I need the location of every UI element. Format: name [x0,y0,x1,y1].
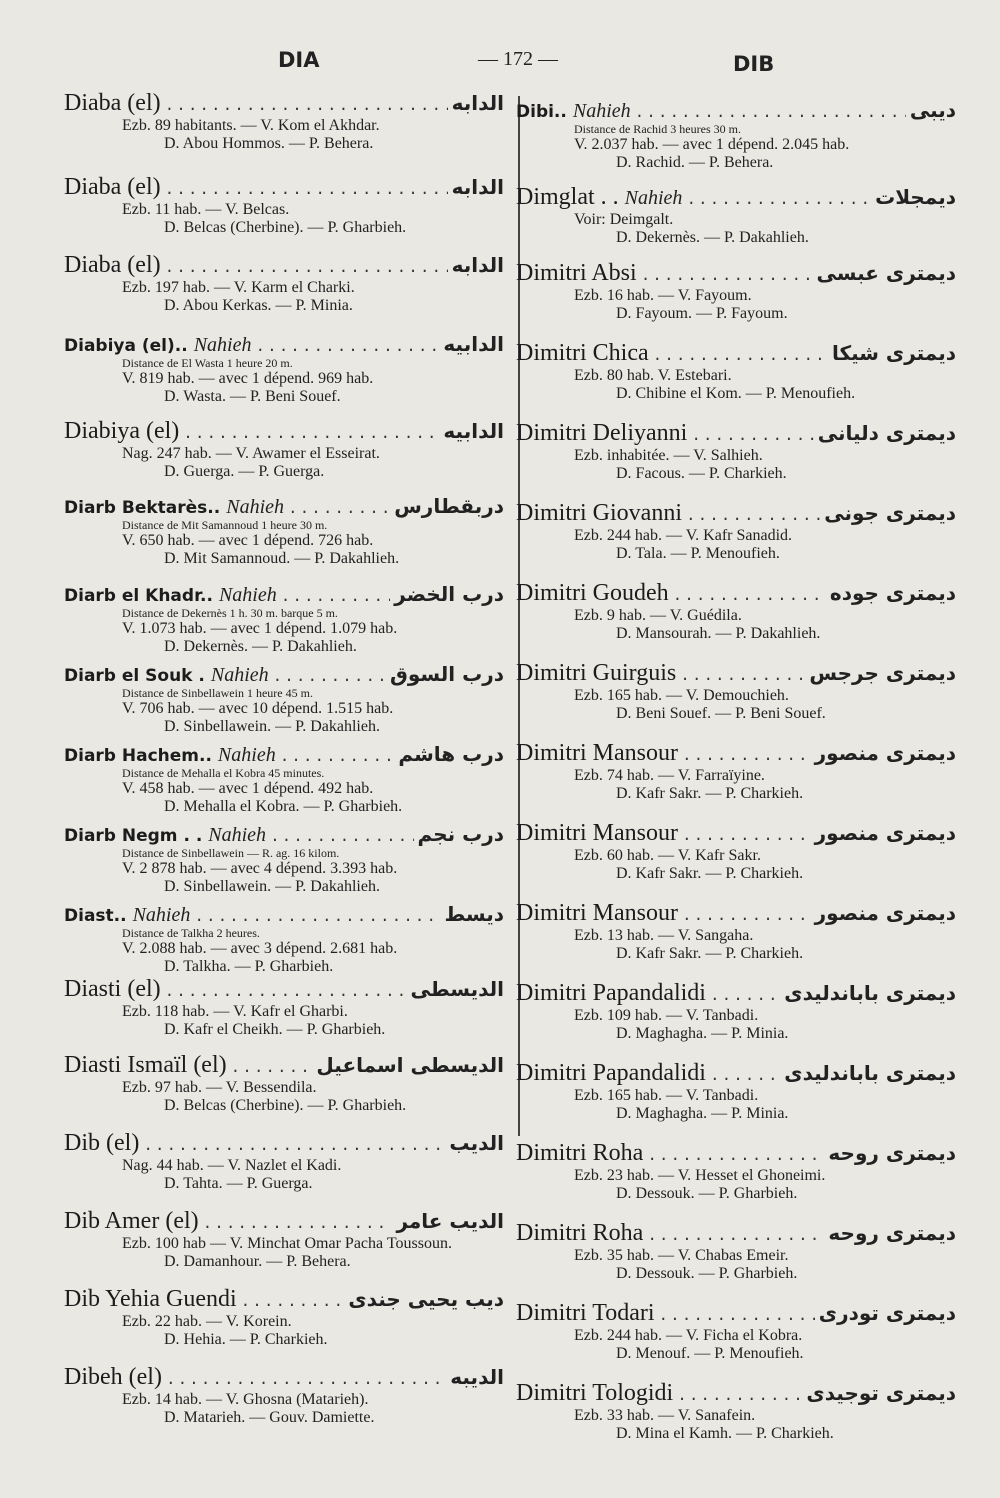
entry-heading [516,740,956,767]
place-name: Diasti Ismaïl (el) [64,1052,227,1078]
leader-dots [641,267,813,285]
population-line: V. 2 878 hab. — avec 4 dépend. 3.393 hab. [122,860,398,877]
arabic-name: ديمترى شيكا [831,341,956,365]
arabic-name: ديمترى منصور [814,821,956,845]
district-line: D. Mansourah. — P. Dakahlieh. [616,625,821,642]
arabic-name: الدابيه [443,332,504,356]
entry-heading [64,662,504,687]
district-line: D. Maghagha. — P. Minia. [616,1105,789,1122]
arabic-name: ديمترى توجيدى [806,1381,956,1405]
arabic-name: ديمجلات [875,185,956,209]
entry-heading [64,1130,504,1157]
leader-dots [635,104,906,122]
place-type: Nahieh [572,100,631,122]
place-name: Diarb Bektarès.. [64,498,221,518]
arabic-name: الدابه [451,175,504,199]
gazetteer-entry [516,660,956,723]
arabic-name: الدابيه [443,419,504,443]
arabic-name: ديمترى منصور [814,901,956,925]
district-line: D. Sinbellawein. — P. Dakahlieh. [164,878,380,895]
district-line: D. Kafr Sakr. — P. Charkieh. [616,945,804,962]
district-line: D. Hehia. — P. Charkieh. [164,1331,328,1348]
district-line: D. Mehalla el Kobra. — P. Gharbieh. [164,798,403,815]
population-line: V. 706 hab. — avec 10 dépend. 1.515 hab. [122,700,394,717]
distance-note: Distance de Sinbellawein 1 heure 45 m. [122,686,313,700]
gazetteer-entry [64,976,504,1039]
entry-heading [516,580,956,607]
district-line: D. Dessouk. — P. Gharbieh. [616,1265,798,1282]
leader-dots [710,987,780,1005]
entry-heading [64,582,504,607]
district-line: D. Matarieh. — Gouv. Damiette. [164,1409,375,1426]
place-name: Dib Amer (el) [64,1208,199,1234]
arabic-name: الديسطى اسماعيل [316,1053,504,1077]
population-line: Ezb. 100 hab — V. Minchat Omar Pacha Toussoun. [122,1235,452,1252]
arabic-name: الديب [449,1131,504,1155]
gazetteer-entry [516,580,956,643]
place-name: Dibi.. [516,102,567,122]
population-line: V. 819 hab. — avec 1 dépend. 969 hab. [122,370,374,387]
gazetteer-entry [516,1300,956,1363]
population-line: Nag. 44 hab. — V. Nazlet el Kadi. [122,1157,342,1174]
place-name: Dimitri Mansour [516,900,678,926]
gazetteer-entry [64,418,504,481]
place-type: Nahieh [208,824,267,846]
gazetteer-entry [64,902,504,976]
distance-note: Distance de Sinbellawein — R. ag. 16 kilom. [122,846,340,860]
gazetteer-entry [64,1052,504,1115]
population-line: Ezb. 197 hab. — V. Karm el Charki. [122,279,355,296]
gazetteer-entry [516,260,956,323]
entry-heading [516,820,956,847]
page-number: — 172 — [478,48,558,70]
arabic-name: الديبه [450,1365,504,1389]
leader-dots [241,1293,345,1311]
gazetteer-entry [516,1140,956,1203]
district-line: D. Fayoum. — P. Fayoum. [616,305,788,322]
district-line: D. Facous. — P. Charkieh. [616,465,787,482]
leader-dots [653,347,828,365]
distance-note: Distance de Talkha 2 heures. [122,926,260,940]
district-line: D. Wasta. — P. Beni Souef. [164,388,341,405]
place-name: Dimglat . . [516,184,619,210]
population-line: Ezb. 33 hab. — V. Sanafein. [574,1407,756,1424]
leader-dots [710,1067,780,1085]
entry-heading [516,1300,956,1327]
entry-heading [516,500,956,527]
place-name: Diast.. [64,906,127,926]
district-line: D. Sinbellawein. — P. Dakahlieh. [164,718,380,735]
leader-dots [647,1227,824,1245]
running-head-right: DIB [733,52,775,76]
place-type: Nahieh [210,664,269,686]
page-header [0,44,1000,84]
arabic-name: ديمترى جوده [829,581,956,605]
entry-heading [64,822,504,847]
entry-heading [516,900,956,927]
leader-dots [143,1137,445,1155]
arabic-name: درب السوق [390,662,504,686]
place-name: Dibeh (el) [64,1364,162,1390]
gazetteer-entry [64,90,504,153]
entry-heading [64,332,504,357]
leader-dots [270,828,413,846]
entry-heading [516,980,956,1007]
district-line: D. Dekernès. — P. Dakahlieh. [616,229,809,246]
arabic-name: ديمترى روحه [828,1221,956,1245]
population-line: Ezb. 165 hab. — V. Tanbadi. [574,1087,759,1104]
leader-dots [686,191,871,209]
gazetteer-entry [64,582,504,656]
entry-heading [516,98,956,123]
district-line: D. Abou Kerkas. — P. Minia. [164,297,353,314]
arabic-name: ديمترى باباندليدى [784,1061,956,1085]
place-name: Dimitri Chica [516,340,649,366]
entry-heading [64,1208,504,1235]
district-line: D. Talkha. — P. Gharbieh. [164,958,334,975]
leader-dots [686,507,820,525]
entry-heading [64,90,504,117]
place-name: Dimitri Todari [516,1300,655,1326]
leader-dots [231,1059,313,1077]
gazetteer-entry [64,1208,504,1271]
leader-dots [165,259,448,277]
leader-dots [194,908,440,926]
leader-dots [165,181,448,199]
entry-heading [516,1380,956,1407]
district-line: D. Tala. — P. Menoufieh. [616,545,780,562]
gazetteer-entry [516,820,956,883]
population-line: Nag. 247 hab. — V. Awamer el Esseirat. [122,445,380,462]
district-line: D. Kafr Sakr. — P. Charkieh. [616,865,804,882]
population-line: Ezb. 89 habitants. — V. Kom el Akhdar. [122,117,380,134]
arabic-name: ديمترى جونى [824,501,956,525]
entry-heading [516,1220,956,1247]
entry-heading [516,1140,956,1167]
leader-dots [691,427,813,445]
arabic-name: درب الخضر [394,582,504,606]
population-line: Ezb. 16 hab. — V. Fayoum. [574,287,752,304]
leader-dots [288,500,390,518]
district-line: D. Beni Souef. — P. Beni Souef. [616,705,826,722]
entry-heading [64,174,504,201]
leader-dots [682,907,811,925]
gazetteer-entry [64,822,504,896]
district-line: D. Chibine el Kom. — P. Menoufieh. [616,385,856,402]
place-name: Diaba (el) [64,252,161,278]
district-line: D. Abou Hommos. — P. Behera. [164,135,374,152]
place-type: Nahieh [132,904,191,926]
district-line: D. Guerga. — P. Guerga. [164,463,325,480]
gazetteer-entry [64,662,504,736]
place-name: Diarb Negm . . [64,826,203,846]
leader-dots [165,983,407,1001]
place-name: Diaba (el) [64,90,161,116]
place-name: Diaba (el) [64,174,161,200]
place-name: Dimitri Giovanni [516,500,682,526]
gazetteer-entry [516,98,956,172]
district-line: D. Mit Samannoud. — P. Dakahlieh. [164,550,400,567]
gazetteer-entry [64,174,504,237]
population-line: Voir: Deimgalt. [574,211,674,228]
place-type: Nahieh [217,744,276,766]
arabic-name: ديمترى روحه [828,1141,956,1165]
place-type: Nahieh [226,496,285,518]
population-line: Ezb. 109 hab. — V. Tanbadi. [574,1007,759,1024]
leader-dots [166,1371,446,1389]
arabic-name: الدابه [451,91,504,115]
population-line: V. 1.073 hab. — avec 1 dépend. 1.079 hab. [122,620,398,637]
place-name: Dimitri Papandalidi [516,1060,706,1086]
arabic-name: ديب يحيى جندى [348,1287,504,1311]
population-line: Ezb. 9 hab. — V. Guédila. [574,607,742,624]
place-name: Diarb el Khadr.. [64,586,213,606]
population-line: V. 458 hab. — avec 1 dépend. 492 hab. [122,780,374,797]
place-name: Dimitri Deliyanni [516,420,688,446]
place-name: Dimitri Mansour [516,740,678,766]
place-name: Dimitri Absi [516,260,637,286]
leader-dots [682,747,811,765]
gazetteer-entry [516,1380,956,1443]
distance-note: Distance de El Wasta 1 heure 20 m. [122,356,293,370]
district-line: D. Maghagha. — P. Minia. [616,1025,789,1042]
place-name: Dimitri Roha [516,1220,644,1246]
place-name: Dimitri Goudeh [516,580,669,606]
arabic-name: دربقطارس [394,494,504,518]
leader-dots [273,668,386,686]
arabic-name: درب هاشم [398,742,504,766]
district-line: D. Tahta. — P. Guerga. [164,1175,313,1192]
leader-dots [203,1215,393,1233]
arabic-name: الديسطى [410,977,504,1001]
entry-heading [64,1364,504,1391]
entry-heading [516,260,956,287]
distance-note: Distance de Rachid 3 heures 30 m. [574,122,741,136]
gazetteer-entry [64,252,504,315]
place-name: Diabiya (el).. [64,336,188,356]
entry-heading [516,1060,956,1087]
entry-heading [64,902,504,927]
place-type: Nahieh [218,584,277,606]
place-name: Dib (el) [64,1130,140,1156]
entry-heading [516,660,956,687]
leader-dots [280,748,395,766]
place-name: Diarb el Souk . [64,666,205,686]
gazetteer-entry [64,742,504,816]
entry-heading [64,1052,504,1079]
entry-heading [516,420,956,447]
population-line: Ezb. 14 hab. — V. Ghosna (Matarieh). [122,1391,369,1408]
arabic-name: ديمترى عبسى [816,261,956,285]
place-name: Dib Yehia Guendi [64,1286,237,1312]
gazetteer-entry [64,332,504,406]
gazetteer-entry [516,900,956,963]
entry-heading [64,494,504,519]
population-line: Ezb. 244 hab. — V. Kafr Sanadid. [574,527,793,544]
district-line: D. Kafr el Cheikh. — P. Gharbieh. [164,1021,386,1038]
leader-dots [183,425,439,443]
district-line: D. Belcas (Cherbine). — P. Gharbieh. [164,1097,407,1114]
arabic-name: الدابه [451,253,504,277]
leader-dots [255,338,439,356]
place-name: Diabiya (el) [64,418,180,444]
population-line: Ezb. inhabitée. — V. Salhieh. [574,447,763,464]
district-line: D. Menouf. — P. Menoufieh. [616,1345,804,1362]
population-line: Ezb. 35 hab. — V. Chabas Emeir. [574,1247,789,1264]
population-line: V. 2.088 hab. — avec 3 dépend. 2.681 hab. [122,940,398,957]
entry-heading [64,742,504,767]
gazetteer-entry [516,740,956,803]
place-name: Dimitri Tologidi [516,1380,674,1406]
gazetteer-entry [516,1220,956,1283]
district-line: D. Dekernès. — P. Dakahlieh. [164,638,357,655]
gazetteer-entry [516,1060,956,1123]
population-line: Ezb. 22 hab. — V. Korein. [122,1313,292,1330]
leader-dots [659,1307,815,1325]
leader-dots [677,1387,802,1405]
arabic-name: ديمترى جرجس [809,661,956,685]
distance-note: Distance de Mehalla el Kobra 45 minutes. [122,766,325,780]
gazetteer-entry [516,340,956,403]
arabic-name: الديب عامر [396,1209,504,1233]
gazetteer-entry [516,184,956,247]
gazetteer-entry [516,500,956,563]
arabic-name: ديمترى منصور [814,741,956,765]
place-type: Nahieh [624,187,683,209]
leader-dots [673,587,826,605]
distance-note: Distance de Mit Samannoud 1 heure 30 m. [122,518,328,532]
district-line: D. Mina el Kamh. — P. Charkieh. [616,1425,834,1442]
place-name: Dimitri Mansour [516,820,678,846]
entry-heading [516,184,956,211]
population-line: Ezb. 23 hab. — V. Hesset el Ghoneimi. [574,1167,826,1184]
population-line: Ezb. 11 hab. — V. Belcas. [122,201,290,218]
district-line: D. Dessouk. — P. Gharbieh. [616,1185,798,1202]
entry-heading [64,418,504,445]
gazetteer-entry [516,420,956,483]
gazetteer-entry [64,1286,504,1349]
distance-note: Distance de Dekernès 1 h. 30 m. barque 5 m. [122,606,338,620]
place-name: Dimitri Papandalidi [516,980,706,1006]
entry-heading [516,340,956,367]
leader-dots [281,588,391,606]
place-name: Diasti (el) [64,976,161,1002]
arabic-name: ديمترى دليانى [817,421,956,445]
running-head-left: DIA [278,48,320,72]
gazetteer-entry [516,980,956,1043]
population-line: Ezb. 165 hab. — V. Demouchieh. [574,687,789,704]
place-name: Dimitri Guirguis [516,660,677,686]
entry-heading [64,1286,504,1313]
population-line: Ezb. 244 hab. — V. Ficha el Kobra. [574,1327,803,1344]
arabic-name: درب نجم [417,822,504,846]
place-name: Diarb Hachem.. [64,746,212,766]
arabic-name: ديبى [909,98,956,122]
population-line: Ezb. 13 hab. — V. Sangaha. [574,927,754,944]
leader-dots [165,97,448,115]
entry-heading [64,976,504,1003]
place-name: Dimitri Roha [516,1140,644,1166]
district-line: D. Kafr Sakr. — P. Charkieh. [616,785,804,802]
place-type: Nahieh [193,334,252,356]
district-line: D. Belcas (Cherbine). — P. Gharbieh. [164,219,407,236]
population-line: Ezb. 97 hab. — V. Bessendila. [122,1079,317,1096]
population-line: Ezb. 118 hab. — V. Kafr el Gharbi. [122,1003,348,1020]
arabic-name: ديسط [444,902,504,926]
gazetteer-entry [64,1130,504,1193]
population-line: V. 2.037 hab. — avec 1 dépend. 2.045 hab. [574,136,850,153]
leader-dots [682,827,811,845]
district-line: D. Damanhour. — P. Behera. [164,1253,351,1270]
gazetteer-entry [64,1364,504,1427]
leader-dots [647,1147,824,1165]
arabic-name: ديمترى باباندليدى [784,981,956,1005]
population-line: Ezb. 60 hab. — V. Kafr Sakr. [574,847,761,864]
leader-dots [680,667,805,685]
population-line: V. 650 hab. — avec 1 dépend. 726 hab. [122,532,374,549]
arabic-name: ديمترى تودرى [818,1301,956,1325]
population-line: Ezb. 74 hab. — V. Farraïyine. [574,767,765,784]
gazetteer-entry [64,494,504,568]
district-line: D. Rachid. — P. Behera. [616,154,774,171]
entry-heading [64,252,504,279]
population-line: Ezb. 80 hab. V. Estebari. [574,367,732,384]
